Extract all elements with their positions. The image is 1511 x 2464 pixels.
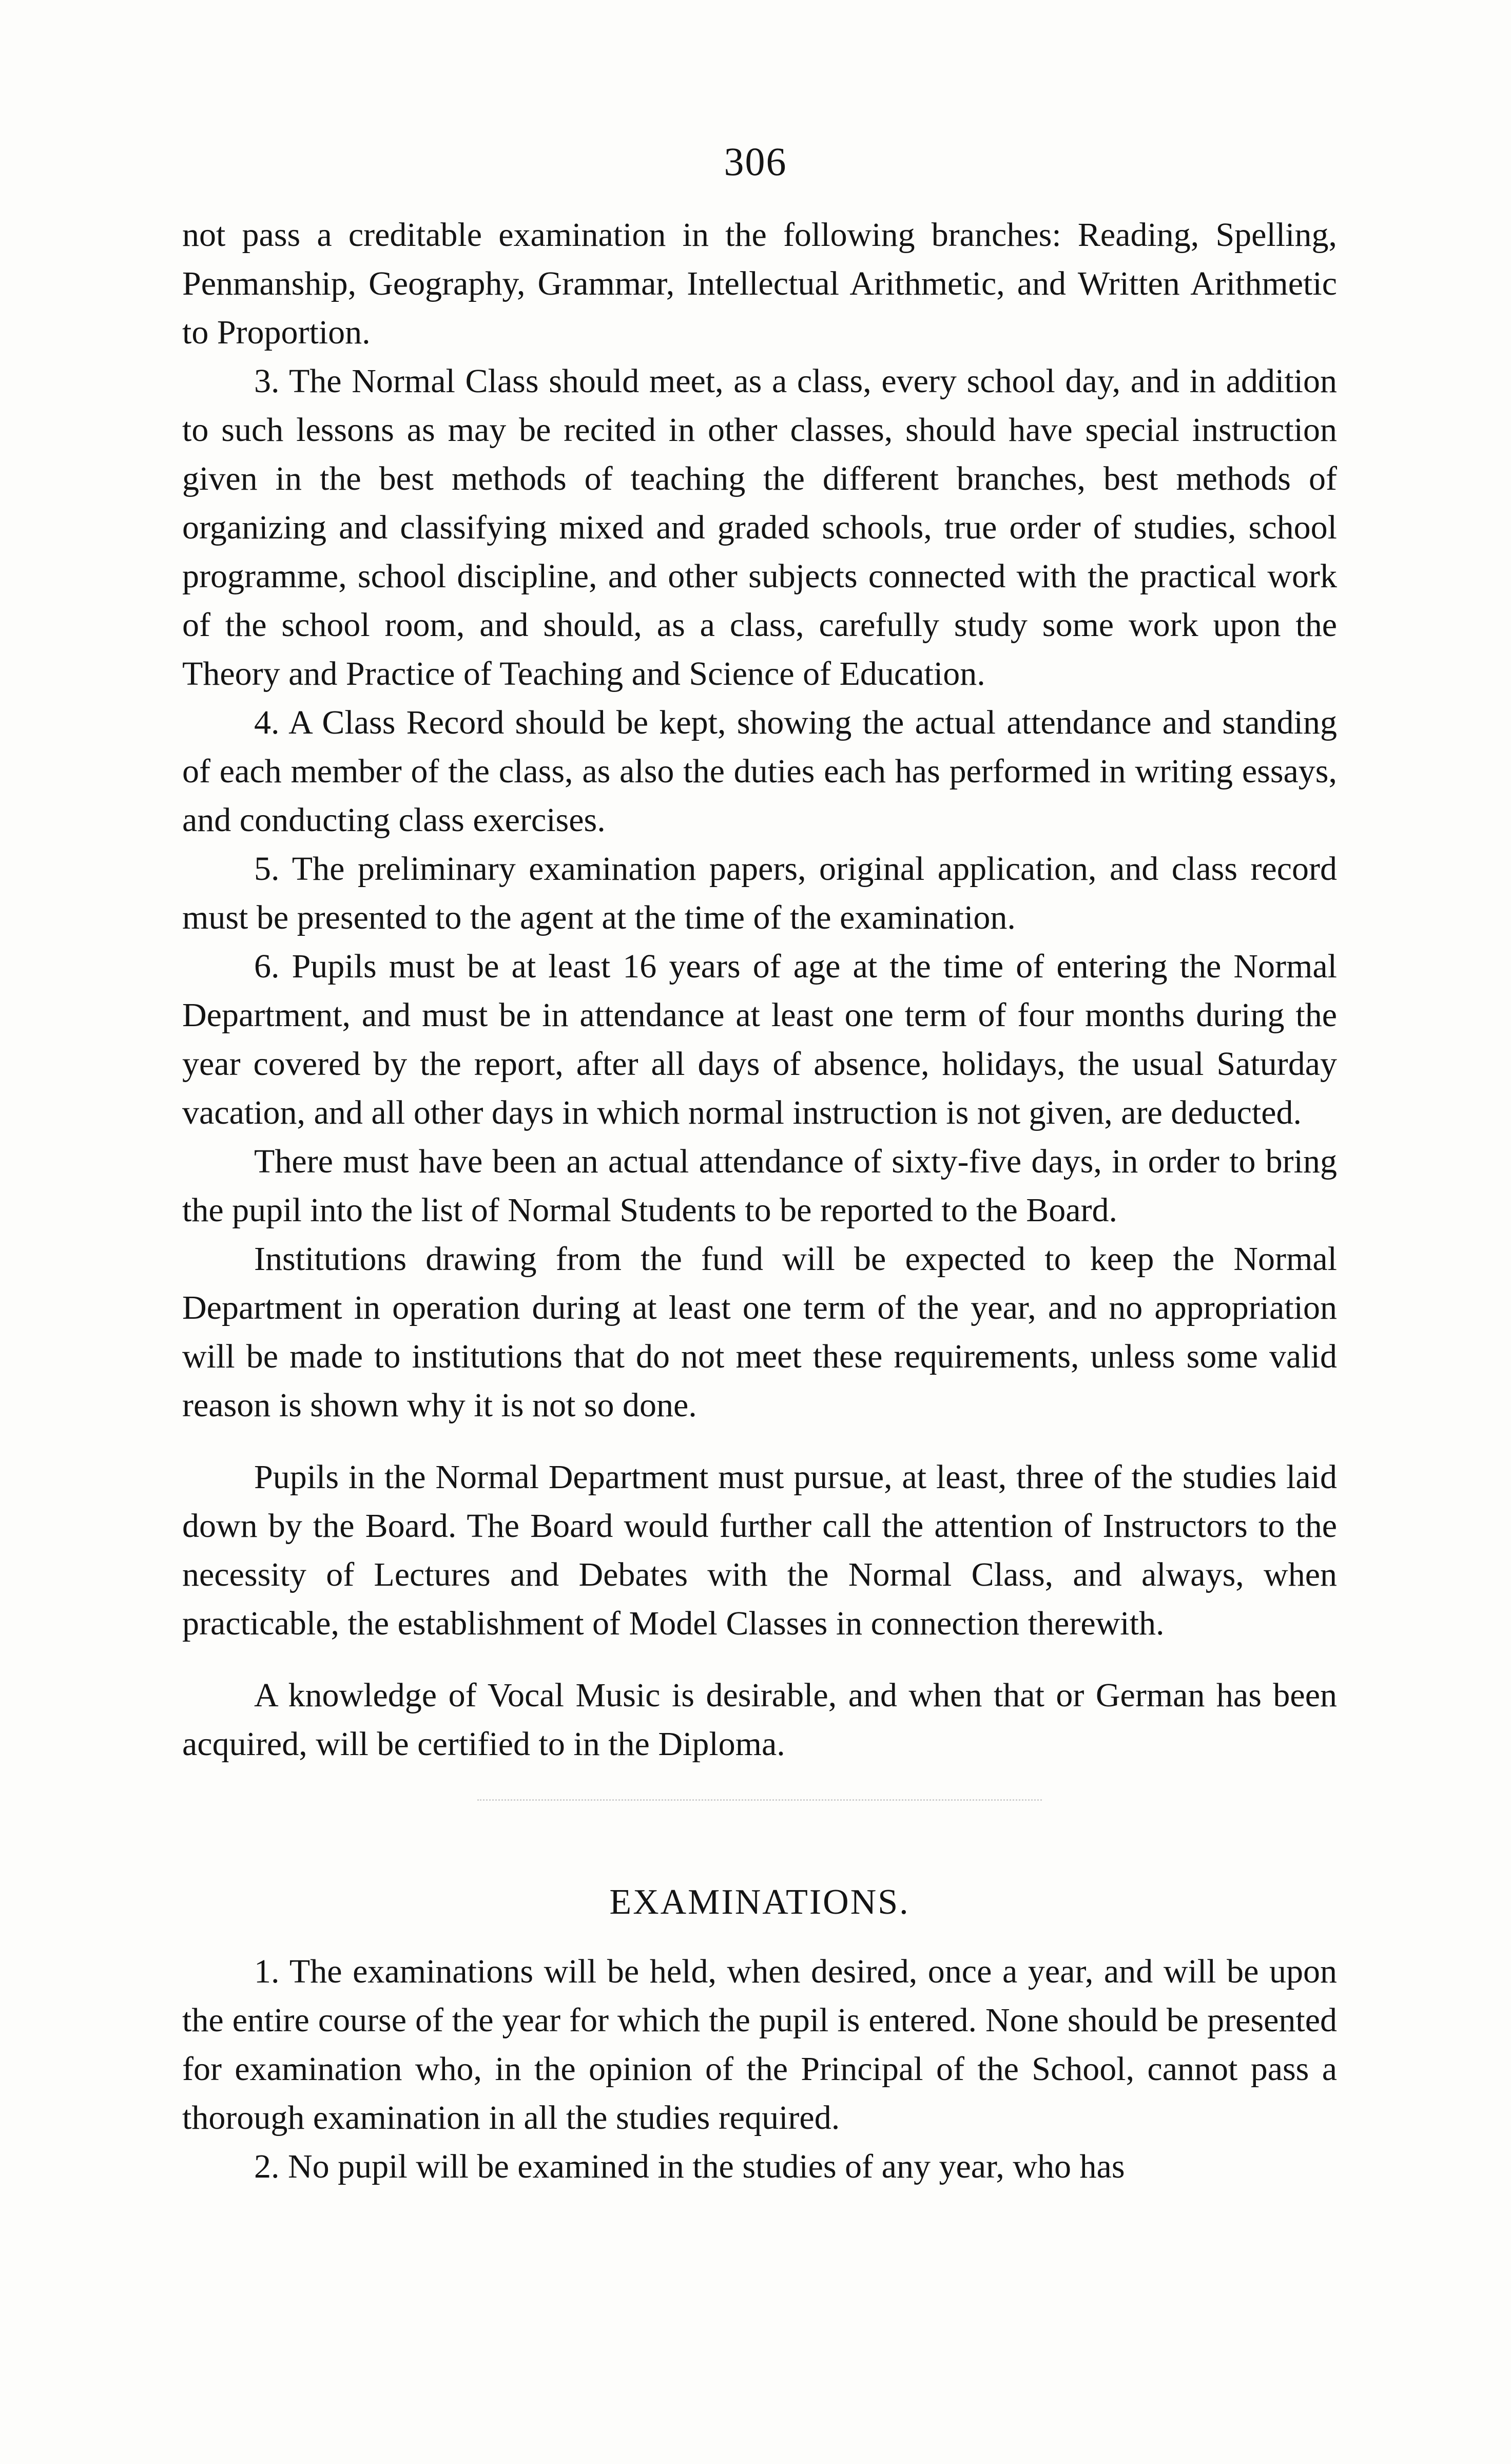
faint-show-through-rule xyxy=(477,1799,1042,1801)
paragraph-attendance: There must have been an actual attendance of sixty-five days, in order to bring the pupil into the list of Normal Students to be reported to the Board. xyxy=(182,1143,1337,1229)
body-text xyxy=(182,210,1337,2191)
section-heading-examinations: EXAMINATIONS. xyxy=(609,1882,910,1922)
page-number: 306 xyxy=(724,139,787,184)
paragraph-exam-2: 2. No pupil will be examined in the studies of any year, who has xyxy=(254,2148,1125,2185)
paragraph-exam-1: 1. The examinations will be held, when desired, once a year, and will be upon the entire course of the year for which the pupil is entered. None should be presented for examination who, in the opinion of the Principal of the School, cannot pass a thorough examination in all the studies required. xyxy=(182,1953,1337,2136)
paragraph-rule-4: 4. A Class Record should be kept, showing the actual attendance and standing of each member of the class, as also the duties each has performed in writing essays, and conducting class exercises. xyxy=(182,704,1337,839)
paragraph-vocal-music: A knowledge of Vocal Music is desirable, and when that or German has been acquired, will be certified to in the Diploma. xyxy=(182,1677,1337,1763)
paragraph-institutions: Institutions drawing from the fund will be expected to keep the Normal Department in operation during at least one term of the year, and no appropriation will be made to institutions that do not meet these requirements, unless some valid reason is shown why it is not so done. xyxy=(182,1240,1337,1424)
paragraph-continuation: not pass a creditable examination in the following branches: Reading, Spelling, Penmanship, Geography, Grammar, Intellectual Arithmetic, and Written Arithmetic to Proportion. xyxy=(182,216,1337,351)
paragraph-rule-6: 6. Pupils must be at least 16 years of age at the time of entering the Normal Department, and must be in attendance at least one term of four months during the year covered by the report, after all days of absence, holidays, the usual Saturday vacation, and all other days in which normal instruction is not given, are deducted. xyxy=(182,948,1337,1131)
paragraph-pupils-studies: Pupils in the Normal Department must pursue, at least, three of the studies laid down by the Board. The Board would further call the attention of Instructors to the necessity of Lectures and Debates with the Normal Class, and always, when practicable, the establishment of Model Classes in connection therewith. xyxy=(182,1458,1337,1642)
paragraph-rule-5: 5. The preliminary examination papers, original application, and class record must be presented to the agent at the time of the examination. xyxy=(182,850,1337,936)
paragraph-rule-3: 3. The Normal Class should meet, as a class, every school day, and in addition to such lessons as may be recited in other classes, should have special instruction given in the best methods of teaching the different branches, best methods of organizing and classifying mixed and graded schools, true order of studies, school programme, school discipline, and other subjects connected with the practical work of the school room, and should, as a class, carefully study some work upon the Theory and Practice of Teaching and Science of Education. xyxy=(182,362,1337,692)
